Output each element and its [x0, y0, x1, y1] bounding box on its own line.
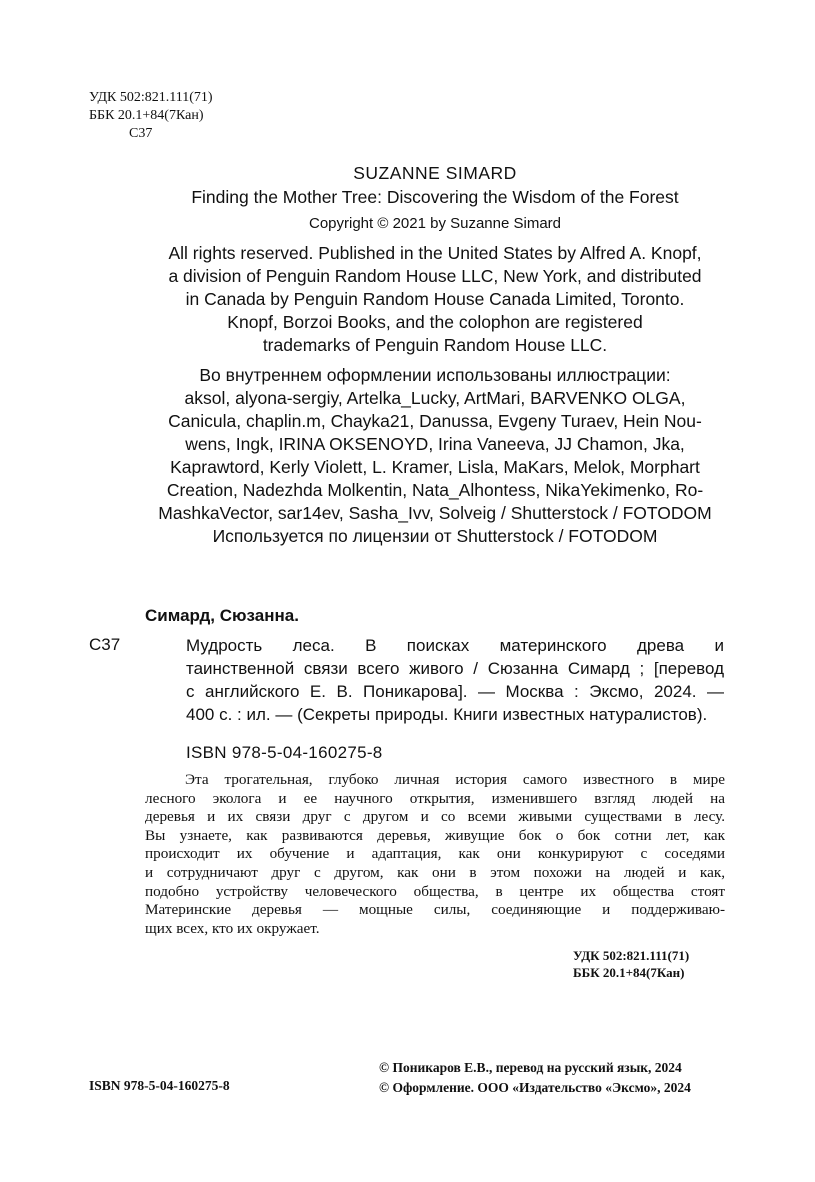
illustration-line: Kaprawtord, Kerly Violett, L. Kramer, Lisla, MaKars, Melok, Morphart	[170, 457, 700, 477]
bib-line: Мудрость леса. В поисках материнского древа и	[186, 636, 724, 655]
translation-copyright: © Поникаров Е.В., перевод на русский язык, 2024	[379, 1060, 682, 1075]
annotation-line: Эта трогательная, глубоко личная история самого известного в мире	[185, 771, 725, 788]
original-author: SUZANNE SIMARD	[353, 163, 517, 183]
bib-line: таинственной связи всего живого / Сюзанна Симард ; [перевод	[186, 659, 724, 678]
annotation-line: Материнские деревья — мощные силы, соединяющие и поддерживаю-	[145, 901, 725, 919]
annotation-line: деревья и их связи друг с другом и со всеми живыми существами в лесу.	[145, 808, 725, 826]
design-copyright: © Оформление. ООО «Издательство «Эксмо», 2024	[379, 1080, 691, 1095]
rights-line: Knopf, Borzoi Books, and the colophon are registered	[227, 312, 643, 332]
annotation	[145, 771, 725, 938]
illustration-line: wens, Ingk, IRINA OKSENOYD, Irina Vaneeva, JJ Chamon, Jka,	[185, 434, 685, 454]
bottom-classification-codes	[573, 947, 689, 981]
copyright-notices	[379, 1058, 691, 1098]
bib-line: 400 с. : ил. — (Секреты природы. Книги известных натуралистов).	[186, 705, 708, 724]
bbk-code: ББК 20.1+84(7Кан)	[573, 965, 685, 980]
annotation-line: лесного эколога и ее научного открытия, изменившего взгляд людей на	[145, 789, 725, 807]
annotation-line: и сотрудничают друг с другом, как они в этом похожи на людей и как,	[145, 863, 725, 881]
catalog-isbn: ISBN 978-5-04-160275-8	[186, 743, 383, 762]
illustration-line: aksol, alyona-sergiy, Artelka_Lucky, ArtMari, BARVENKO OLGA,	[184, 388, 686, 408]
rights-line: a division of Penguin Random House LLC, New York, and distributed	[168, 266, 702, 286]
bottom-isbn: ISBN 978-5-04-160275-8	[89, 1078, 230, 1093]
annotation-line: происходит их обучение и адаптация, как они конкурируют с соседями	[145, 845, 725, 863]
illustration-line: Во внутреннем оформлении использованы иллюстрации:	[199, 365, 671, 385]
original-copyright: Copyright © 2021 by Suzanne Simard	[308, 215, 562, 232]
original-title: Finding the Mother Tree: Discovering the Wisdom of the Forest	[191, 187, 679, 207]
illustration-line: Canicula, chaplin.m, Chayka21, Danussa, Evgeny Turaev, Hein Nou-	[168, 411, 702, 431]
bbk-code: ББК 20.1+84(7Кан)	[89, 108, 204, 123]
rights-line: All rights reserved. Published in the United States by Alfred A. Knopf,	[168, 243, 702, 263]
illustration-line: MashkaVector, sar14ev, Sasha_Ivv, Solveig / Shutterstock / FOTODOM	[158, 503, 712, 523]
license-line: Используется по лицензии от Shutterstock / FOTODOM	[212, 526, 658, 546]
rights-statement	[150, 242, 720, 357]
author-mark: С37	[129, 126, 153, 141]
bib-line: с английского Е. В. Поникарова]. — Москва : Эксмо, 2024. —	[186, 682, 724, 701]
illustration-credits	[150, 364, 720, 548]
annotation-line: щих всех, кто их окружает.	[145, 919, 320, 937]
catalog-mark: С37	[89, 635, 121, 654]
annotation-line: Вы узнаете, как развиваются деревья, живущие бок о бок сотни лет, как	[145, 826, 725, 844]
rights-line: trademarks of Penguin Random House LLC.	[262, 335, 608, 355]
top-classification-codes	[89, 89, 213, 143]
illustration-line: Creation, Nadezhda Molkentin, Nata_Alhontess, NikaYekimenko, Ro-	[166, 480, 704, 500]
bibliographic-description	[186, 634, 724, 726]
catalog-author-heading: Симард, Сюзанна.	[145, 606, 299, 625]
annotation-line: подобно устройству человеческого общества, в центре их общества стоят	[145, 882, 725, 900]
udk-code: УДК 502:821.111(71)	[573, 948, 690, 963]
rights-line: in Canada by Penguin Random House Canada Limited, Toronto.	[185, 289, 685, 309]
udk-code: УДК 502:821.111(71)	[89, 90, 213, 105]
